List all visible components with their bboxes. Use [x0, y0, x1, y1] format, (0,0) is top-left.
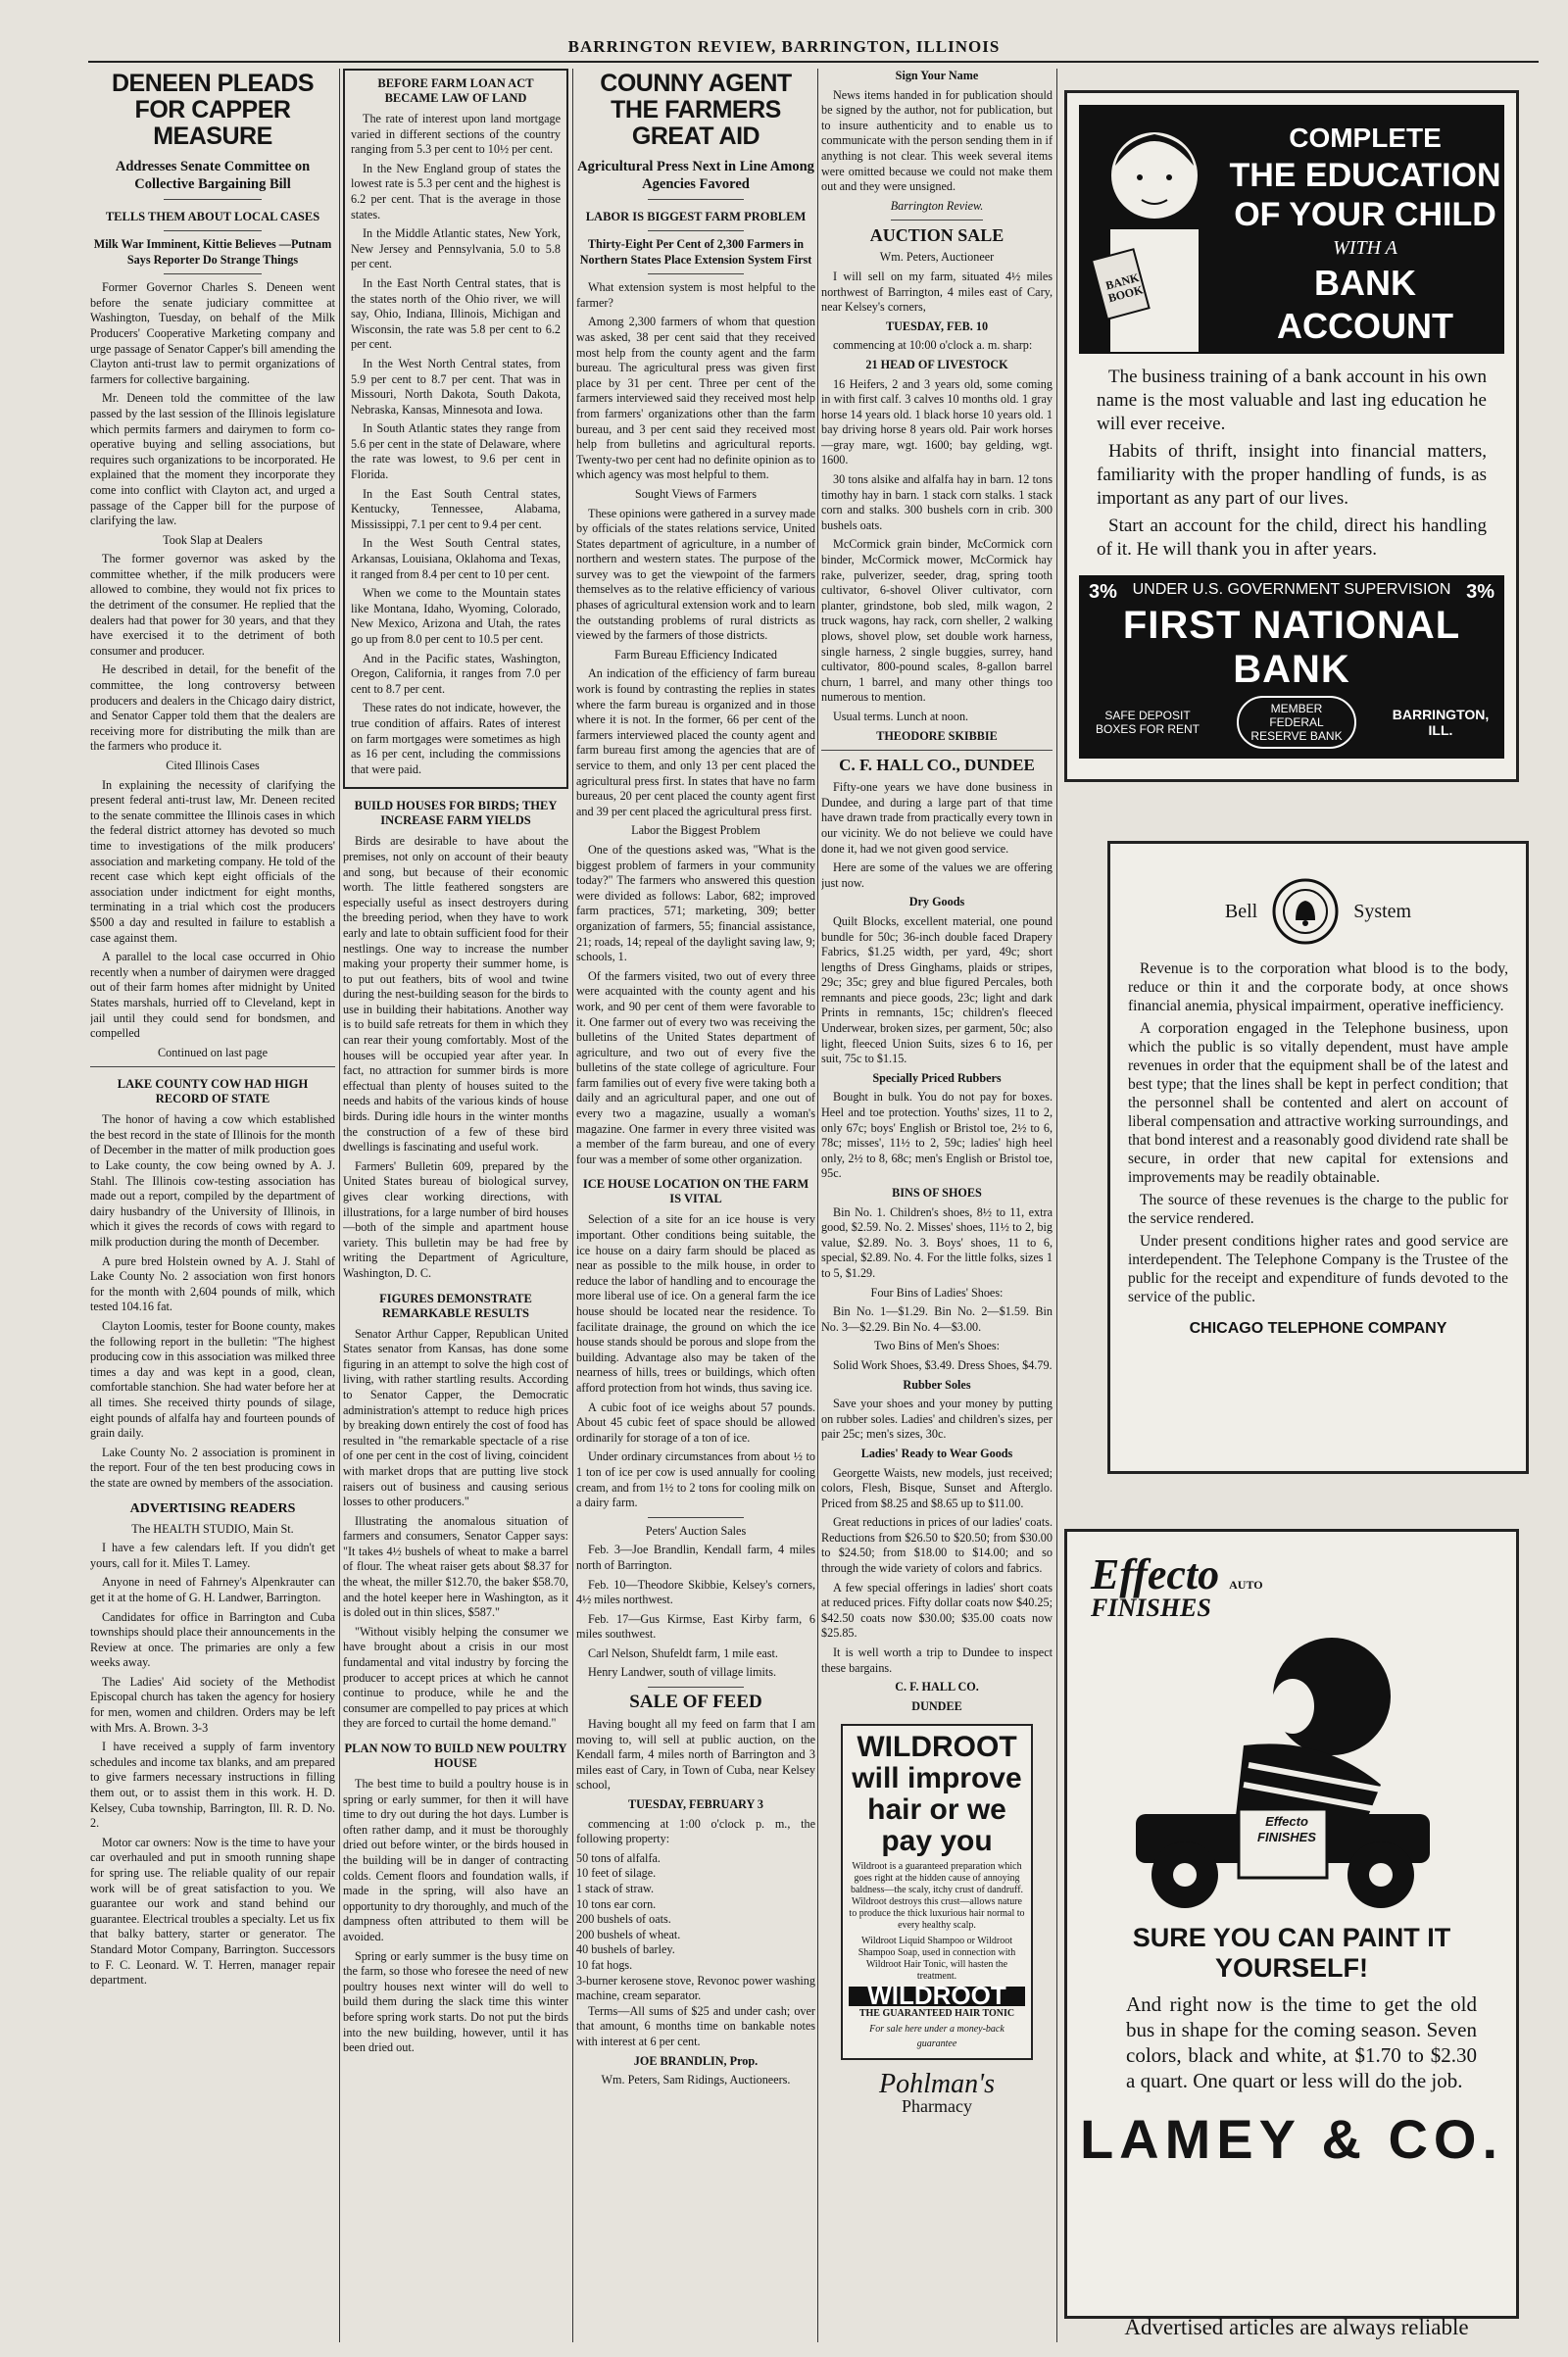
- supervision-label: UNDER U.S. GOVERNMENT SUPERVISION: [1132, 581, 1451, 598]
- paragraph: And in the Pacific states, Washington, Oregon, California, it ranges from 7.0 per cent to 8.7 per cent.: [351, 651, 561, 696]
- paint-paragraph: And right now is the time to get the old bus in shape for the coming season. Seven colors, black and white, at $1.70 to $2.30 a quart. One quart or less will do the job.: [1126, 1992, 1477, 2092]
- paragraph: Illustrating the anomalous situation of farmers and consumers, Senator Capper says: "It takes 4½ bushels of wheat to make a barrel of flour. The wheat raiser gets about $8.37 for the wheat, the miller $12.70, the baker $58.70, and the hotel keeper here in Washington, as it is doled out in thin slices, $587.": [343, 1513, 568, 1620]
- column-rule: [339, 69, 340, 2342]
- paragraph: News items handed in for publication should be signed by the author, not for publication, but to insure authenticity and to enable us to communicate with the person sending them in if anything is not clear. This week several items were omitted because we could not make them out and they were unsigned.: [821, 87, 1053, 194]
- headline-advertising: ADVERTISING READERS: [129, 1500, 296, 1516]
- headline-sale-of-feed: SALE OF FEED: [629, 1692, 762, 1713]
- paragraph: In the East North Central states, that is the states north of the Ohio river, we will say, Ohio, Indiana, Illinois, Michigan and Wisconsin, the rate was 5.8 per cent to 6.2 per cent.: [351, 275, 561, 352]
- paragraph: Senator Arthur Capper, Republican United States senator from Kansas, has done some figuring in an attempt to solve the high cost of living, with rather startling results. According to Senator Capper, the Democratic administration's attempt to reduce high prices by breaking down entirely the cost of food has resulted in "the remarkable spectacle of a rise of one per cent in the cost of living, coincident with market drops that are putting live stock raisers out of business and causing serious losses to other producers.": [343, 1326, 568, 1509]
- paragraph: A parallel to the local case occurred in Ohio recently when a number of dairymen were dragged out of their farm homes after midnight by United States marshals, hurried off to Cleveland, kept in jail until they could send for bondsmen, and compelled: [90, 950, 335, 1041]
- paragraph: These opinions were gathered in a survey made by officials of the states relations service, United States department of agriculture, in a number of northern and western states. The purpose of the survey was to get the viewpoint of the farmers themselves as to the relative efficiency of various phases of agricultural extension work and to learn the outstanding problems of rural districts as viewed by the farmers of those districts.: [576, 506, 815, 643]
- paragraph: Terms—All sums of $25 and under cash; over that amount, 6 months time on bankable notes with interest at 6 per cent.: [576, 2003, 815, 2048]
- paragraph: Birds are desirable to have about the premises, not only on account of their beauty and song, but because of their economic worth. The little feathered songsters are especially useful as insect destroyers during the breeding period, when they have to work early and late to obtain sufficient food for their nestlings. One way to increase the number making your property their summer home, is to put out feathers, bits of wool and twine during the nest-building season for the birds to use in building their habitations. Another way is to build safe retreats for them in which they can rear their young comfortably. Most of the houses will be occupied year after year. In fact, no attraction for summer birds is more effectual than plenty of houses suited to the needs and habits of the various kinds of house birds. During idle hours in the winter months the construction of a few of these bird dwellings is fascinating and useful work.: [343, 834, 568, 1154]
- headline-deneen: DENEEN PLEADS FOR CAPPER MEASURE: [111, 70, 315, 150]
- sale-item: Feb. 10—Theodore Skibbie, Kelsey's corners, 4½ miles northwest.: [576, 1577, 815, 1607]
- edu-line: BANK ACCOUNT: [1277, 263, 1453, 346]
- paragraph: Save your shoes and your money by putting on rubber soles. Ladies' and children's sizes, per pair 25c; men's sizes, 30c.: [821, 1397, 1053, 1442]
- paragraph: The rate of interest upon land mortgage varied in different sections of the country ranging from 5.3 per cent to 10½ per cent.: [351, 112, 561, 157]
- masthead: BARRINGTON REVIEW, BARRINGTON, ILLINOIS: [567, 37, 1001, 56]
- divider: [648, 1517, 744, 1518]
- paragraph: McCormick grain binder, McCormick corn binder, McCormick mower, McCormick hay rake, pulverizer, seeder, drag, spring tooth cultivator, 6-shovel Oliver cultivator, corn planter, grindstone, bob sled, milk wagon, 2 truck wagons, hay rack, corn sheller, 2 walking plows, shovel plow, set double work harness, single harness, 2 single buggies, surrey, hand cultivator, 800-pound scales, 8-gallon barrel churn, 1 barrel, and many other things too numerous to mention.: [821, 537, 1053, 705]
- effecto-ad: [1064, 1529, 1519, 2319]
- paragraph: Candidates for office in Barrington and Cuba townships should place their announcements in the Review at once. The primaries are only a few weeks away.: [90, 1609, 335, 1670]
- paragraph: Bin No. 1—$1.29. Bin No. 2—$1.59. Bin No. 3—$2.29. Bin No. 4—$3.00.: [821, 1304, 1053, 1334]
- paint-headline: SURE YOU CAN PAINT IT YOURSELF!: [1132, 1923, 1451, 1983]
- finishes-word: FINISHES: [1091, 1594, 1211, 1622]
- feed-items-list: [576, 1851, 815, 2004]
- sale-item: Feb. 17—Gus Kirmse, East Kirby farm, 6 miles southwest.: [576, 1611, 815, 1642]
- paragraph: One of the questions asked was, "What is the biggest problem of farmers in your community today?" The farmers who answered this question were divided as follows: Labor, 682; improved farm practices, 571; marketing, 309; better organization of farmers, 55; financial assistance, 21; roads, 14; repeal of the daylight saving law, 9; schools, 1.: [576, 842, 815, 964]
- paragraph: Usual terms. Lunch at noon.: [833, 709, 969, 723]
- section-heading: Sign Your Name: [895, 69, 979, 82]
- paragraph: A cubic foot of ice weighs about 57 pounds. About 45 cubic feet of space should be allowed ordinarily for storage of a ton of ice.: [576, 1399, 815, 1445]
- member-seal: MEMBER FEDERAL RESERVE BANK: [1237, 696, 1356, 749]
- continued-note: Continued on last page: [157, 1045, 269, 1059]
- rate-left: 3%: [1089, 581, 1117, 603]
- column-rule: [572, 69, 573, 2342]
- headline-county-agent: COUNNY AGENT THE FARMERS GREAT AID: [600, 70, 792, 150]
- feed-item: 200 bushels of wheat.: [576, 1927, 681, 1941]
- wildroot-body: Wildroot is a guaranteed preparation which goes right at the hidden cause of annoying baldness—the scaly, itchy crust of dandruff. Wildroot destroys this crust—allows nature to produce the thick luxurious hair normal to every healthy scalp.: [849, 1861, 1025, 1932]
- paragraph: The honor of having a cow which established the best record in the state of Illinois for the month of December in the matter of milk production goes to Lake county, the cow being owned by A. J. Stahl. The Illinois cow-testing association has made out a report, compiled by the department of dairy husbandry of the University of Illinois, in which it gives the records of cows with regard to milk production during the month of December.: [90, 1112, 335, 1250]
- paragraph: I have received a supply of farm inventory schedules and income tax blanks, and am prepared to give farmers necessary instructions in filling them out, or to assist them in this work. H. D. Kelsey, Cuba township, Barrington, Ill. R. D. No. 2.: [90, 1740, 335, 1831]
- feed-item: 10 tons ear corn.: [576, 1896, 657, 1911]
- paragraph: Clayton Loomis, tester for Boone county, makes the following report in the bulletin: "The highest producing cow in this association was milked three times a day and was kept in a good, clean, comfortable stanchion. She had water before her at all times. She received thirty pounds of silage, eight pounds of alfalfa hay and fourteen pounds of grain daily.: [90, 1319, 335, 1441]
- auto-word: AUTO: [1229, 1578, 1263, 1592]
- paragraph: commencing at 1:00 o'clock p. m., the following property:: [576, 1816, 815, 1846]
- column-rule: [817, 69, 818, 2342]
- feed-item: 10 feet of silage.: [576, 1866, 657, 1881]
- paragraph: Selection of a site for an ice house is very important. Other conditions being suitable, the ice house on a dairy farm should be placed as near as possible to the milk house, in order to reduce the labor of handling and to encourage the more liberal use of ice. On a general farm the ice house should be located near the residence. To facilitate drainage, the ground on which the ice house stands should be porous and slope from the building. Advantage also may be taken of the nearness of hills, trees or buildings, which often afford protection from hot winds, thus saving ice.: [576, 1212, 815, 1395]
- headline-poultry: PLAN NOW TO BUILD NEW POULTRY HOUSE: [344, 1742, 567, 1770]
- paragraph: Spring or early summer is the busy time on the farm, so those who foresee the need of new poultry houses next winter will do well to build them during the slack time this winter before spring work starts. Do not put the birds into the new building, however, until it has been dried out.: [343, 1948, 568, 2055]
- paint-can-label: Effecto FINISHES: [1257, 1814, 1316, 1844]
- subhead: Thirty-Eight Per Cent of 2,300 Farmers in Northern States Place Extension System First: [579, 237, 812, 267]
- section-heading: Ladies' Ready to Wear Goods: [860, 1446, 1013, 1460]
- signature: Barrington Review.: [890, 198, 984, 213]
- owner-signature: THEODORE SKIBBIE: [876, 728, 998, 743]
- sale-item: Henry Landwer, south of village limits.: [588, 1665, 777, 1680]
- bell-body: [1110, 959, 1526, 1306]
- sale-date: TUESDAY, FEBRUARY 3: [627, 1797, 764, 1812]
- headline-cow: LAKE COUNTY COW HAD HIGH RECORD OF STATE: [117, 1077, 309, 1106]
- paragraph: He described in detail, for the benefit of the committee, the long controversy between producers and dealers in the Chicago dairy district, and Senator Capper told them that the dealers are receiving more for distributing the milk than are the farmers who produce it.: [90, 663, 335, 754]
- paragraph: Former Governor Charles S. Deneen went before the senate judiciary committee at Washington, Tuesday, on behalf of the Milk Producers' Cooperative Marketing company and urge passage of Senator Capper's bill amending the Clayton anti-trust law to permit organizations of farmers for collective bargaining.: [90, 280, 335, 386]
- bell-system-ad: [1107, 841, 1529, 1474]
- paragraph: 30 tons alsike and alfalfa hay in barn. 12 tons timothy hay in barn. 1 stack corn stalks. 1 stack corn and stalks. 300 bushels corn in crib. 300 bushels oats.: [821, 472, 1053, 532]
- paragraph: Mr. Deneen told the committee of the law passed by the last session of the Illinois legislature which permits farmers and dairymen to form co-operative buying and selling associations, but requires such organizations to be incorporated. He explained that the moment they incorporate they come into conflict with Clayton act, and urged a passage of the Capper bill for the purpose of clarifying the law.: [90, 391, 335, 528]
- paragraph: Solid Work Shoes, $3.49. Dress Shoes, $4.79.: [833, 1357, 1053, 1372]
- column-3: [576, 69, 815, 2342]
- paragraph: Under ordinary circumstances from about ½ to 1 ton of ice per cow is used annually for cooling cream, and from 1½ to 2 tons for cooling milk on a dairy farm.: [576, 1449, 815, 1510]
- first-national-bank-banner: [1079, 575, 1504, 759]
- section-heading: Labor the Biggest Problem: [631, 823, 760, 838]
- paragraph: In the Middle Atlantic states, New York, New Jersey and Pennsylvania, 5.0 to 5.8 per cent.: [351, 226, 561, 271]
- edu-line: WITH A: [1333, 237, 1397, 259]
- sale-date: TUESDAY, FEB. 10: [885, 319, 989, 333]
- ad-paragraph: The source of these revenues is the charge to the public for the service rendered.: [1128, 1192, 1508, 1227]
- paragraph: Quilt Blocks, excellent material, one pound bundle for 50c; 36-inch double faced Drapery Fabrics, $1.25 width, per yard, 49c; short lengths of Dress Ginghams, plaids or stripes, 29c; 35c; grey and blue figured Percales, both remnants and piece goods, 23c; light and dark Prints in remnants, 15c; children's fleeced Underwear, broken sizes, per garment, 50c; also light, fleeced Union Suits, sizes 6 to 16, per suit, 75c to $1.15.: [821, 913, 1053, 1066]
- paragraph: 16 Heifers, 2 and 3 years old, some coming in with first calf. 3 calves 10 months old. 1 gray horse 14 years old. 1 black horse 10 years old. 1 bay driving horse 8 years old. Pair work horses—gray mare, wgt. 1600; bay gelding, wgt. 1600.: [821, 376, 1053, 467]
- pohlmans-name: Pohlman's: [879, 2068, 995, 2099]
- column-rule: [1056, 69, 1057, 2342]
- safe-deposit: SAFE DEPOSIT BOXES FOR RENT: [1095, 709, 1200, 736]
- feed-item: 3-burner kerosene stove, Revonoc power washing machine, cream separator.: [576, 1973, 815, 2003]
- sale-item: Feb. 3—Joe Brandlin, Kendall farm, 4 miles north of Barrington.: [576, 1543, 815, 1572]
- farm-loan-box: [343, 69, 568, 789]
- effecto-logo: [1067, 1532, 1516, 1622]
- edu-line: THE EDUCATION: [1229, 157, 1501, 194]
- paragraph: I have a few calendars left. If you didn't get yours, call for it. Miles T. Lamey.: [90, 1541, 335, 1570]
- bank-name: FIRST NATIONAL BANK: [1122, 604, 1461, 691]
- signature: C. F. HALL CO.: [895, 1680, 979, 1694]
- bank-ad: [1064, 90, 1519, 782]
- wildroot-guarantee: For sale here under a money-back guarantee: [869, 2023, 1004, 2050]
- divider: [164, 199, 262, 200]
- section-heading: Rubber Soles: [903, 1377, 971, 1392]
- child-with-book-icon: [1081, 107, 1228, 352]
- subhead: Agricultural Press Next in Line Among Agencies Favored: [577, 159, 814, 192]
- headline-birds: BUILD HOUSES FOR BIRDS; THEY INCREASE FARM YIELDS: [354, 799, 558, 828]
- section-heading: Peters' Auction Sales: [645, 1523, 747, 1538]
- feed-item: 200 bushels of oats.: [576, 1912, 671, 1927]
- paragraph: In the East South Central states, Kentucky, Tennessee, Alabama, Mississippi, 7.1 per cent to 9.4 per cent.: [351, 486, 561, 531]
- wildroot-line: pay you: [881, 1825, 993, 1858]
- ad-paragraph: Habits of thrift, insight into financial matters, familiarity with the proper handling of funds, is as important as any part of our lives.: [1097, 441, 1487, 509]
- rate-right: 3%: [1466, 581, 1494, 603]
- headline-auction: AUCTION SALE: [869, 225, 1004, 246]
- divider: [164, 230, 262, 231]
- lamey-logo: LAMEY & CO.: [1079, 2108, 1504, 2170]
- headline-ice-house: ICE HOUSE LOCATION ON THE FARM IS VITAL: [582, 1177, 809, 1206]
- paragraph: Lake County No. 2 association is prominent in the report. Four of the ten best producing cows in the state are owned by members of the association.: [90, 1445, 335, 1490]
- paragraph: Motor car owners: Now is the time to have your car overhauled and put in smooth running shape for spring use. The reliable quality of our repair work will be of great satisfaction to you. We guarantee our work and stand behind our guarantee. Electrical troubles a specialty. Let us fix that balky battery, starter or generator. The Standard Motor Company, Barrington. Successors to F. C. Leonard. W. T. Herren, manager repair department.: [90, 1835, 335, 1988]
- subhead: Milk War Imminent, Kittie Believes —Putnam Says Reporter Do Strange Things: [93, 237, 332, 267]
- paragraph: Among 2,300 farmers of whom that question was asked, 38 per cent said that they received most help from the county agent and the farm bureau. The agricultural press was given first place by 31 per cent. Three per cent of the farmers interviewed said they received most help from farmers' organizations other than the farm bureau, and 3 per cent said they received most help from bulletins and agricultural reports. Twenty-two per cent had no definite opinion as to which agency was most helpful to them.: [576, 315, 815, 482]
- paragraph: The former governor was asked by the committee whether, if the milk producers were allowed to combine, they would not fix prices to the detriment of the consumer. He replied that the dealers had that power for 30 years, and that they have exercised it to the detriment of both consumer and producer.: [90, 552, 335, 658]
- paragraph: Fifty-one years we have done business in Dundee, and during a large part of that time have drawn trade from practically every town in our vicinity. We do not believe we could have done it, had we not given good service.: [821, 780, 1053, 856]
- column-1: [90, 69, 335, 2342]
- paragraph: An indication of the efficiency of farm bureau work is found by contrasting the replies in states where the farm bureau is organized and in those where it is not. In the former, 66 per cent of the farmers interviewed placed the county agent and farm bureau first among the agencies that are of service to them, and only 13 per cent placed the agricultural press first. In states that have no farm bureaus, 20 per cent placed the county agent first and 39 per cent placed the agricultural press first.: [576, 666, 815, 818]
- divider: [648, 273, 744, 274]
- divider: [648, 1687, 744, 1688]
- headline-hall-co: C. F. HALL CO., DUNDEE: [839, 756, 1035, 775]
- edu-line: OF YOUR CHILD: [1234, 196, 1496, 233]
- feed-item: 10 fat hogs.: [576, 1957, 633, 1972]
- paragraph: A few special offerings in ladies' short coats at reduced prices. Fifty dollar coats now $40.25; $42.50 coats now $30.00; $35.00 coats now $25.85.: [821, 1580, 1053, 1641]
- bank-town: BARRINGTON, ILL.: [1392, 707, 1490, 738]
- section-heading: Four Bins of Ladies' Shoes:: [870, 1285, 1004, 1300]
- section-heading: Cited Illinois Cases: [166, 759, 260, 772]
- paragraph: commencing at 10:00 o'clock a. m. sharp:: [833, 338, 1033, 353]
- ad-paragraph: Revenue is to the corporation what blood is to the body, reduce or thin it and the corporate body, at once shows financial anemia, physical impairment, operative inefficiency.: [1128, 960, 1508, 1014]
- pohlmans-pharmacy: Pharmacy: [902, 2095, 972, 2116]
- paragraph: The best time to build a poultry house is in spring or early summer, for then it will have time to dry out during the hot days. Lumber is often rather damp, and it must be thoroughly dried out before winter, or the birds housed in the building will be in danger of contracting colds. Cement floors and foundation walls, if made in the spring, will also have an opportunity to dry thoroughly, and much of the dampness often attributed to them will be avoided.: [343, 1777, 568, 1943]
- section-heading: Farm Bureau Efficiency Indicated: [614, 647, 777, 662]
- supervision-row: [1089, 581, 1494, 604]
- paragraph: A pure bred Holstein owned by A. J. Stahl of Lake County No. 2 association won first honors for the month with 2,604 pounds of milk, which tested 104.16 fat.: [90, 1253, 335, 1314]
- subhead: LABOR IS BIGGEST FARM PROBLEM: [585, 210, 807, 223]
- column-2: [343, 69, 568, 2342]
- sale-item: Carl Nelson, Shufeldt farm, 1 mile east.: [588, 1645, 778, 1660]
- bell-signature: CHICAGO TELEPHONE COMPANY: [1189, 1320, 1447, 1337]
- signature: DUNDEE: [911, 1698, 962, 1713]
- paragraph: What extension system is most helpful to the farmer?: [576, 280, 815, 310]
- paragraph: Bought in bulk. You do not pay for boxes. Heel and toe protection. Youths' sizes, 11 to 2, only 67c; boys' English or Bristol toe, 2½ to 6, 78c; misses', 11½ to 2, 59c; ladies' high heel only, 2½ to 8, 68c; men's English or Bristol toe, 95c.: [821, 1090, 1053, 1181]
- auctioneer-name: Wm. Peters, Auctioneer: [879, 250, 995, 265]
- child-illustration: [1081, 107, 1228, 352]
- ad-paragraph: The business training of a bank account in his own name is the most valuable and last ing education he will ever receive.: [1097, 367, 1487, 434]
- section-heading: 21 HEAD OF LIVESTOCK: [865, 357, 1008, 371]
- top-rule: [88, 61, 1539, 63]
- paragraph: These rates do not indicate, however, the true condition of affairs. Rates of interest on farm mortgages were sometimes as high as 16 per cent, including the commissions that were paid.: [351, 701, 561, 776]
- bank-ad-banner: [1079, 105, 1504, 354]
- section-heading: Took Slap at Dealers: [163, 532, 263, 547]
- painter-car-illustration: [1067, 1618, 1516, 1912]
- section-heading: Dry Goods: [908, 895, 965, 909]
- wildroot-line: hair or we: [867, 1793, 1006, 1827]
- bell-icon: [1271, 877, 1340, 946]
- ad-paragraph: Start an account for the child, direct his handling of it. He will thank you in after years.: [1097, 516, 1487, 560]
- paragraph: In explaining the necessity of clarifying the present federal anti-trust law, Mr. Deneen recited to the senate committee the Illinois cases in which the federal district attorney has devoted so much time to investigations of the milk producers' association and marketing company. He told of the recent case which kept eight officials of the association under indictment for eight months, terminating in a trial which cost the producers $500 a day and resulted in failure to establish a case against them.: [90, 777, 335, 945]
- wildroot-logo: WILDROOT: [849, 1987, 1025, 2006]
- bank-footer: [1089, 692, 1494, 753]
- section-heading: The HEALTH STUDIO, Main St.: [131, 1521, 294, 1536]
- paragraph: Farmers' Bulletin 609, prepared by the United States bureau of biological survey, gives clear working directions, with illustrations, for a large number of bird houses—both of the simple and apartment house variety. This bulletin may be had free by writing the Department of Agriculture, Washington, D. C.: [343, 1158, 568, 1280]
- wildroot-tagline: THE GUARANTEED HAIR TONIC: [858, 2008, 1015, 2019]
- paragraph: The Ladies' Aid society of the Methodist Episcopal church has taken the agency for hosiery for men, women and children. Orders may be left with Mrs. A. Brown. 3-3: [90, 1674, 335, 1735]
- paragraph: Of the farmers visited, two out of every three were acquainted with the county agent and his work, and 90 per cent of them were favorable to it. One farmer out of every two was receiving the bulletins of the United States department of agriculture, and two out of every five the bulletins of the state college of agriculture. Four farm families out of every five were taking both a daily and an agricultural paper, and one out of every two a magazine, usually a woman's magazine. One farmer in every three visited was a member of the farm bureau, and one of every four was a member of some other organization.: [576, 968, 815, 1166]
- bell-word: Bell: [1224, 900, 1258, 922]
- wildroot-ad: [841, 1724, 1033, 2059]
- system-word: System: [1353, 900, 1412, 922]
- section-heading: Sought Views of Farmers: [635, 486, 757, 501]
- wildroot-title: WILDROOT: [857, 1731, 1017, 1764]
- paragraph: In the West North Central states, from 5.9 per cent to 8.7 per cent. That was in Missouri, North Dakota, South Dakota, Nebraska, Kansas, Minnesota and Iowa.: [351, 356, 561, 417]
- subhead: Addresses Senate Committee on Collective Bargaining Bill: [115, 159, 311, 192]
- divider: [821, 750, 1053, 751]
- paragraph: Great reductions in prices of our ladies' coats. Reductions from $26.50 to $20.50; from $30.00 to $24.50; from $18.00 to $14.00; and so through the wide variety of colors and fabrics.: [821, 1515, 1053, 1576]
- wildroot-body: Wildroot Liquid Shampoo or Wildroot Shampoo Soap, used in connection with Wildroot Hair Tonic, will hasten the treatment.: [858, 1936, 1016, 1983]
- bank-ad-headline: [1228, 107, 1502, 352]
- seller-signature: JOE BRANDLIN, Prop.: [633, 2053, 759, 2068]
- feed-item: 50 tons of alfalfa.: [576, 1850, 661, 1865]
- subhead: TELLS THEM ABOUT LOCAL CASES: [105, 210, 320, 223]
- paragraph: I will sell on my farm, situated 4½ miles northwest of Barrington, 4 miles east of Cary, near Kelsey's corners,: [821, 269, 1053, 315]
- paragraph: Here are some of the values we are offering just now.: [821, 860, 1053, 890]
- feed-item: 1 stack of straw.: [576, 1882, 655, 1895]
- edu-line: COMPLETE: [1289, 123, 1442, 153]
- effecto-word: Effecto: [1091, 1550, 1220, 1598]
- section-heading: Specially Priced Rubbers: [872, 1070, 1002, 1085]
- section-heading: BINS OF SHOES: [892, 1186, 982, 1200]
- divider: [648, 199, 744, 200]
- column-4: [821, 69, 1053, 2342]
- ad-paragraph: A corporation engaged in the Telephone business, upon which the public is so vitally dependent, must have ample revenues in order that the equipment shall be of the latest and best type; that the lines shall be kept in perfect condition; that the personnel shall be contented and alert on account of liberal compensation and attractive working surroundings, and that bond interest and a reasonably good dividend rate shall be secure, in order that new capital for extensions and improvements may be readily obtainable.: [1128, 1020, 1508, 1186]
- wildroot-line: will improve: [852, 1762, 1022, 1795]
- paragraph: When we come to the Mountain states like Montana, Idaho, Wyoming, Colorado, New Mexico, Arizona and Utah, the rates go up from 8.0 per cent to 10.5 per cent.: [351, 586, 561, 646]
- footer-slogan: Advertised articles are always reliable: [1124, 2315, 1469, 2339]
- auctioneers: Wm. Peters, Sam Ridings, Auctioneers.: [601, 2073, 791, 2087]
- section-heading: Two Bins of Men's Shoes:: [874, 1339, 1000, 1353]
- bell-header: [1110, 877, 1526, 946]
- paragraph: Georgette Waists, new models, just received; colors, Flesh, Bisque, Sunset and Afterglo. Priced from $8.25 and $8.65 up to $11.00.: [821, 1465, 1053, 1510]
- feed-item: 40 bushels of barley.: [576, 1942, 675, 1957]
- headline-figures: FIGURES DEMONSTRATE REMARKABLE RESULTS: [379, 1291, 532, 1320]
- paragraph: Bin No. 1. Children's shoes, 8½ to 11, extra good, $2.59. No. 2. Misses' shoes, 11½ to 2, big value, $2.89. No. 3. Boys' shoes, 11 to 6, special, $2.89. No. 4. For the little folks, sizes 1 to 5, $1.29.: [821, 1204, 1053, 1280]
- bank-book-label: BANK BOOK: [1103, 270, 1145, 306]
- paragraph: It is well worth a trip to Dundee to inspect these bargains.: [821, 1645, 1053, 1675]
- paragraph: "Without visibly helping the consumer we have brought about a crisis in our most fundamental and vital industry by forcing the producer to accept prices at which he cannot continue to produce, while he and the consumer are compelled to pay prices at which they are forced to curtail the home demand.": [343, 1624, 568, 1731]
- paragraph: In the New England group of states the lowest rate is 5.3 per cent and the highest is 6.2 per cent. That is the average in those states.: [351, 161, 561, 221]
- ad-paragraph: Under present conditions higher rates and good service are interdependent. The Telephone Company is the Trustee of the public for the receipt and expenditure of funds devoted to the service of the public.: [1128, 1233, 1508, 1305]
- box-title: BEFORE FARM LOAN ACT BECAME LAW OF LAND: [377, 76, 534, 105]
- divider: [891, 220, 983, 221]
- paragraph: Having bought all my feed on farm that I am moving to, will sell at public auction, on the Kendall farm, 4 miles north of Barrington and 3 miles east of Cary, in Town of Cuba, near Kelsey school,: [576, 1717, 815, 1792]
- paragraph: Anyone in need of Fahrney's Alpenkrauter can get it at the home of G. H. Landwer, Barrington.: [90, 1575, 335, 1604]
- divider: [164, 273, 262, 274]
- divider: [90, 1066, 335, 1067]
- paragraph: In South Atlantic states they range from 5.6 per cent in the state of Delaware, where the rate was lowest, to 9.6 per cent in Florida.: [351, 421, 561, 482]
- divider: [648, 230, 744, 231]
- paragraph: In the West South Central states, Arkansas, Louisiana, Oklahoma and Texas, it ranged from 8.4 per cent to 10 per cent.: [351, 536, 561, 581]
